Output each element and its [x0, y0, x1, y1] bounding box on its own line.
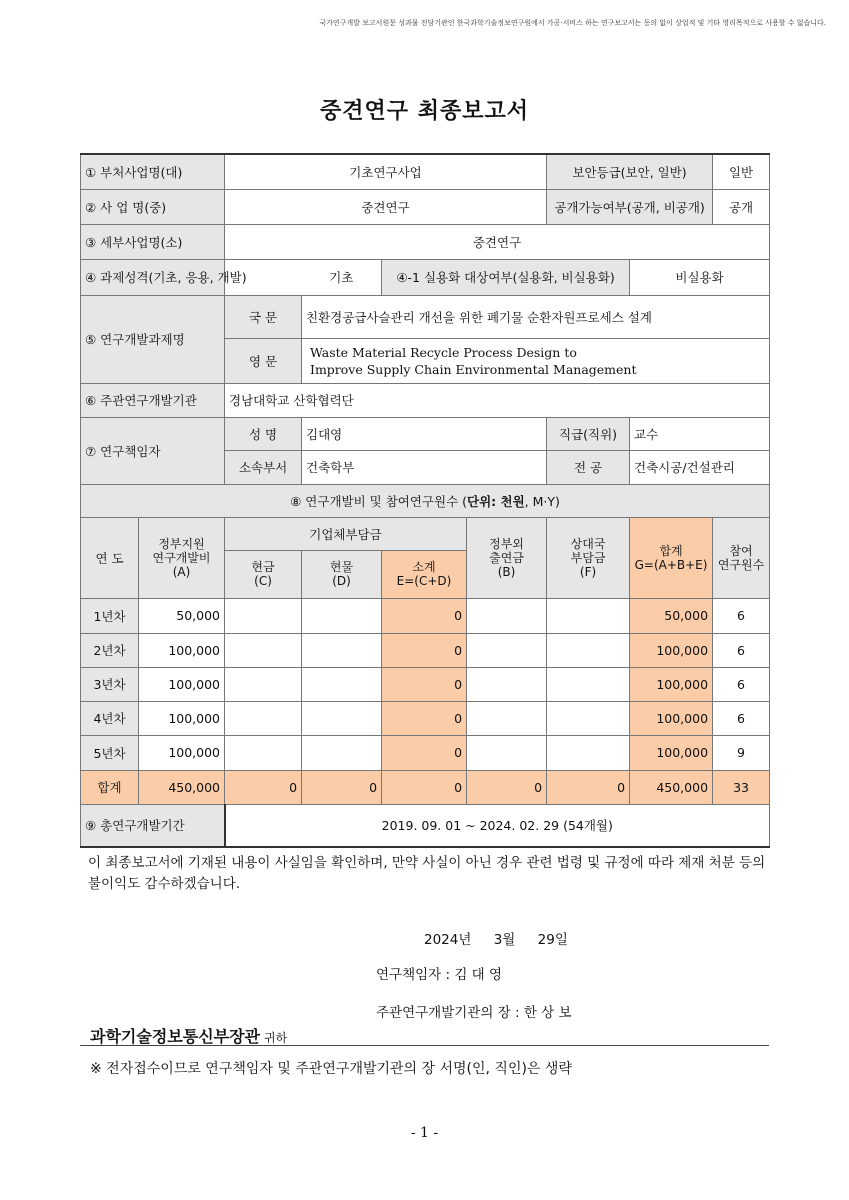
signature-date [424, 928, 568, 948]
budget-row [81, 701, 770, 735]
cell-partner [547, 598, 630, 633]
header-kind [302, 550, 382, 598]
cell-nongov [467, 598, 547, 633]
cell-kind [302, 701, 382, 735]
cell-year: 5년차 [81, 735, 139, 770]
cell-cash [225, 598, 302, 633]
cell-nongov [467, 667, 547, 701]
cell-gov: 100,000 [139, 633, 225, 667]
subprogram-value: 중견연구 [225, 224, 770, 259]
cell-gov: 100,000 [139, 667, 225, 701]
cell-partner [547, 701, 630, 735]
program-label: ② 사 업 명(중) [81, 189, 225, 224]
cell-gov: 100,000 [139, 735, 225, 770]
row-nature [81, 259, 770, 295]
cell-year: 3년차 [81, 667, 139, 701]
header-corp: 기업체부담금 [225, 517, 467, 550]
header-gov-line2: 연구개발비 [152, 550, 211, 565]
budget-row [81, 598, 770, 633]
cell-total: 100,000 [630, 701, 713, 735]
page-number: - 1 - [410, 1125, 439, 1141]
header-gov-line1: 정부지원 [158, 536, 205, 551]
sum-total: 450,000 [630, 770, 713, 804]
sum-subtotal: 0 [382, 770, 467, 804]
major-label: 전 공 [547, 450, 630, 484]
cell-researchers: 6 [713, 598, 770, 633]
header-subtotal-line2: E=(C+D) [396, 574, 452, 588]
ministry-value: 기초연구사업 [225, 154, 547, 189]
row-period [81, 804, 770, 847]
disclosure-value: 공개 [713, 189, 770, 224]
header-partner [547, 517, 630, 598]
header-total-line2: G=(A+B+E) [634, 557, 708, 572]
budget-caption-suffix: , M·Y) [524, 493, 560, 509]
report-form-table [80, 153, 770, 848]
header-partner-line2: 부담금 [570, 550, 606, 565]
cell-gov: 100,000 [139, 701, 225, 735]
header-nongov-line1: 정부외 [489, 536, 524, 551]
cell-nongov [467, 735, 547, 770]
korean-title: 친환경공급사슬관리 개선을 위한 폐기물 순환자원프로세스 설계 [302, 295, 770, 338]
header-kind-line2: (D) [332, 574, 351, 588]
cell-kind [302, 633, 382, 667]
sum-kind: 0 [302, 770, 382, 804]
header-researchers-line2: 연구원수 [717, 557, 765, 572]
header-nongov-line3: (B) [497, 564, 516, 579]
cell-kind [302, 598, 382, 633]
cell-nongov [467, 633, 547, 667]
cell-cash [225, 667, 302, 701]
cell-subtotal: 0 [382, 735, 467, 770]
cell-total: 100,000 [630, 667, 713, 701]
budget-sum-row [81, 770, 770, 804]
divider [80, 1045, 769, 1046]
row-subprogram [81, 224, 770, 259]
disclosure-label: 공개가능여부(공개, 비공개) [547, 189, 713, 224]
header-gov-line3: (A) [172, 564, 191, 579]
nature-value: 기초 [302, 259, 382, 295]
sum-label: 합계 [81, 770, 139, 804]
cell-researchers: 6 [713, 633, 770, 667]
cell-researchers: 6 [713, 701, 770, 735]
cell-kind [302, 667, 382, 701]
practical-value: 비실용화 [630, 259, 770, 295]
practical-label: ④-1 실용화 대상여부(실용화, 비실용화) [382, 259, 630, 295]
cell-year: 2년차 [81, 633, 139, 667]
english-label: 영 문 [225, 338, 302, 383]
sum-nongov: 0 [467, 770, 547, 804]
cell-partner [547, 667, 630, 701]
sum-cash: 0 [225, 770, 302, 804]
header-partner-line3: (F) [579, 564, 597, 579]
usage-notice: 국가연구개발 보고서원문 성과물 전담기관인 한국과학기술정보연구원에서 가공·서비스 하는 연구보고서는 동의 없이 상업적 및 기타 영리목적으로 사용할 수 없습니다. [319, 19, 826, 27]
row-budget-header-1 [81, 517, 770, 550]
cell-subtotal: 0 [382, 701, 467, 735]
row-institution [81, 383, 770, 417]
cell-year: 1년차 [81, 598, 139, 633]
security-value: 일반 [713, 154, 770, 189]
cell-cash [225, 701, 302, 735]
budget-row [81, 667, 770, 701]
row-program [81, 189, 770, 224]
cell-total: 100,000 [630, 735, 713, 770]
header-nongov-line2: 출연금 [489, 550, 524, 565]
position-label: 직급(직위) [547, 417, 630, 450]
cell-year: 4년차 [81, 701, 139, 735]
header-kind-line1: 현물 [329, 560, 354, 574]
institution-head-signature-line: 주관연구개발기관의 장 : 한 상 보 [376, 1005, 572, 1021]
cell-subtotal: 0 [382, 633, 467, 667]
institution-value: 경남대학교 산학협력단 [225, 383, 770, 417]
document-title: 중견연구 최종보고서 [320, 99, 529, 124]
nature-label: ④ 과제성격(기초, 응용, 개발) [81, 259, 225, 295]
header-total-line1: 합계 [659, 543, 683, 558]
footnote: ※ 전자접수이므로 연구책임자 및 주관연구개발기관의 장 서명(인, 직인)은 생략 [90, 1061, 572, 1077]
header-nongov [467, 517, 547, 598]
pi-signature-line: 연구책임자 : 김 대 영 [376, 967, 503, 983]
ministry-label: ① 부처사업명(대) [81, 154, 225, 189]
pledge-text: 이 최종보고서에 기재된 내용이 사실임을 확인하며, 만약 사실이 아닌 경우 관련 법령 및 규정에 따라 제재 처분 등의 불이익도 감수하겠습니다. [88, 855, 766, 892]
cell-total: 100,000 [630, 633, 713, 667]
security-label: 보안등급(보안, 일반) [547, 154, 713, 189]
sum-gov: 450,000 [139, 770, 225, 804]
budget-row [81, 735, 770, 770]
program-value: 중견연구 [225, 189, 547, 224]
dept-value: 건축학부 [302, 450, 547, 484]
header-subtotal-line1: 소계 [412, 560, 436, 574]
cell-total: 50,000 [630, 598, 713, 633]
major-value: 건축시공/건설관리 [630, 450, 770, 484]
sum-researchers: 33 [713, 770, 770, 804]
cell-subtotal: 0 [382, 598, 467, 633]
cell-researchers: 9 [713, 735, 770, 770]
header-researchers [713, 517, 770, 598]
budget-caption-unit: 단위: 천원 [467, 493, 525, 509]
budget-row [81, 633, 770, 667]
cell-subtotal: 0 [382, 667, 467, 701]
name-label: 성 명 [225, 417, 302, 450]
header-subtotal [382, 550, 467, 598]
english-title-line1: Waste Material Recycle Process Design to [310, 344, 577, 360]
english-title-line2: Improve Supply Chain Environmental Management [310, 361, 637, 377]
cell-researchers: 6 [713, 667, 770, 701]
pi-label: ⑦ 연구책임자 [81, 417, 225, 484]
header-cash-line2: (C) [254, 574, 272, 588]
date-day: 29일 [537, 932, 568, 948]
header-year: 연 도 [81, 517, 139, 598]
subprogram-label: ③ 세부사업명(소) [81, 224, 225, 259]
cell-partner [547, 633, 630, 667]
cell-cash [225, 633, 302, 667]
header-cash [225, 550, 302, 598]
name-value: 김대영 [302, 417, 547, 450]
cell-kind [302, 735, 382, 770]
row-budget-caption [81, 484, 770, 517]
row-ministry [81, 154, 770, 189]
addressee-name: 과학기술정보통신부장관 [90, 1027, 261, 1046]
addressee [90, 1024, 287, 1047]
header-researchers-line1: 참여 [729, 543, 753, 558]
cell-cash [225, 735, 302, 770]
sum-partner: 0 [547, 770, 630, 804]
header-gov [139, 517, 225, 598]
budget-caption [81, 484, 770, 517]
addressee-suffix: 귀하 [264, 1031, 288, 1045]
position-value: 교수 [630, 417, 770, 450]
cell-gov: 50,000 [139, 598, 225, 633]
institution-label: ⑥ 주관연구개발기관 [81, 383, 225, 417]
korean-label: 국 문 [225, 295, 302, 338]
date-month: 3월 [493, 932, 516, 948]
header-cash-line1: 현금 [251, 560, 275, 574]
date-year: 2024년 [424, 932, 472, 948]
cell-nongov [467, 701, 547, 735]
header-total [630, 517, 713, 598]
budget-caption-prefix: ⑧ 연구개발비 및 참여연구원수 ( [290, 493, 468, 509]
row-pi-name [81, 417, 770, 450]
project-title-label: ⑤ 연구개발과제명 [81, 295, 225, 383]
header-partner-line1: 상대국 [570, 536, 606, 551]
period-label: ⑨ 총연구개발기간 [81, 804, 225, 847]
english-title [302, 338, 770, 383]
dept-label: 소속부서 [225, 450, 302, 484]
cell-partner [547, 735, 630, 770]
row-korean-title [81, 295, 770, 338]
period-value: 2019. 09. 01 ~ 2024. 02. 29 (54개월) [225, 804, 770, 847]
